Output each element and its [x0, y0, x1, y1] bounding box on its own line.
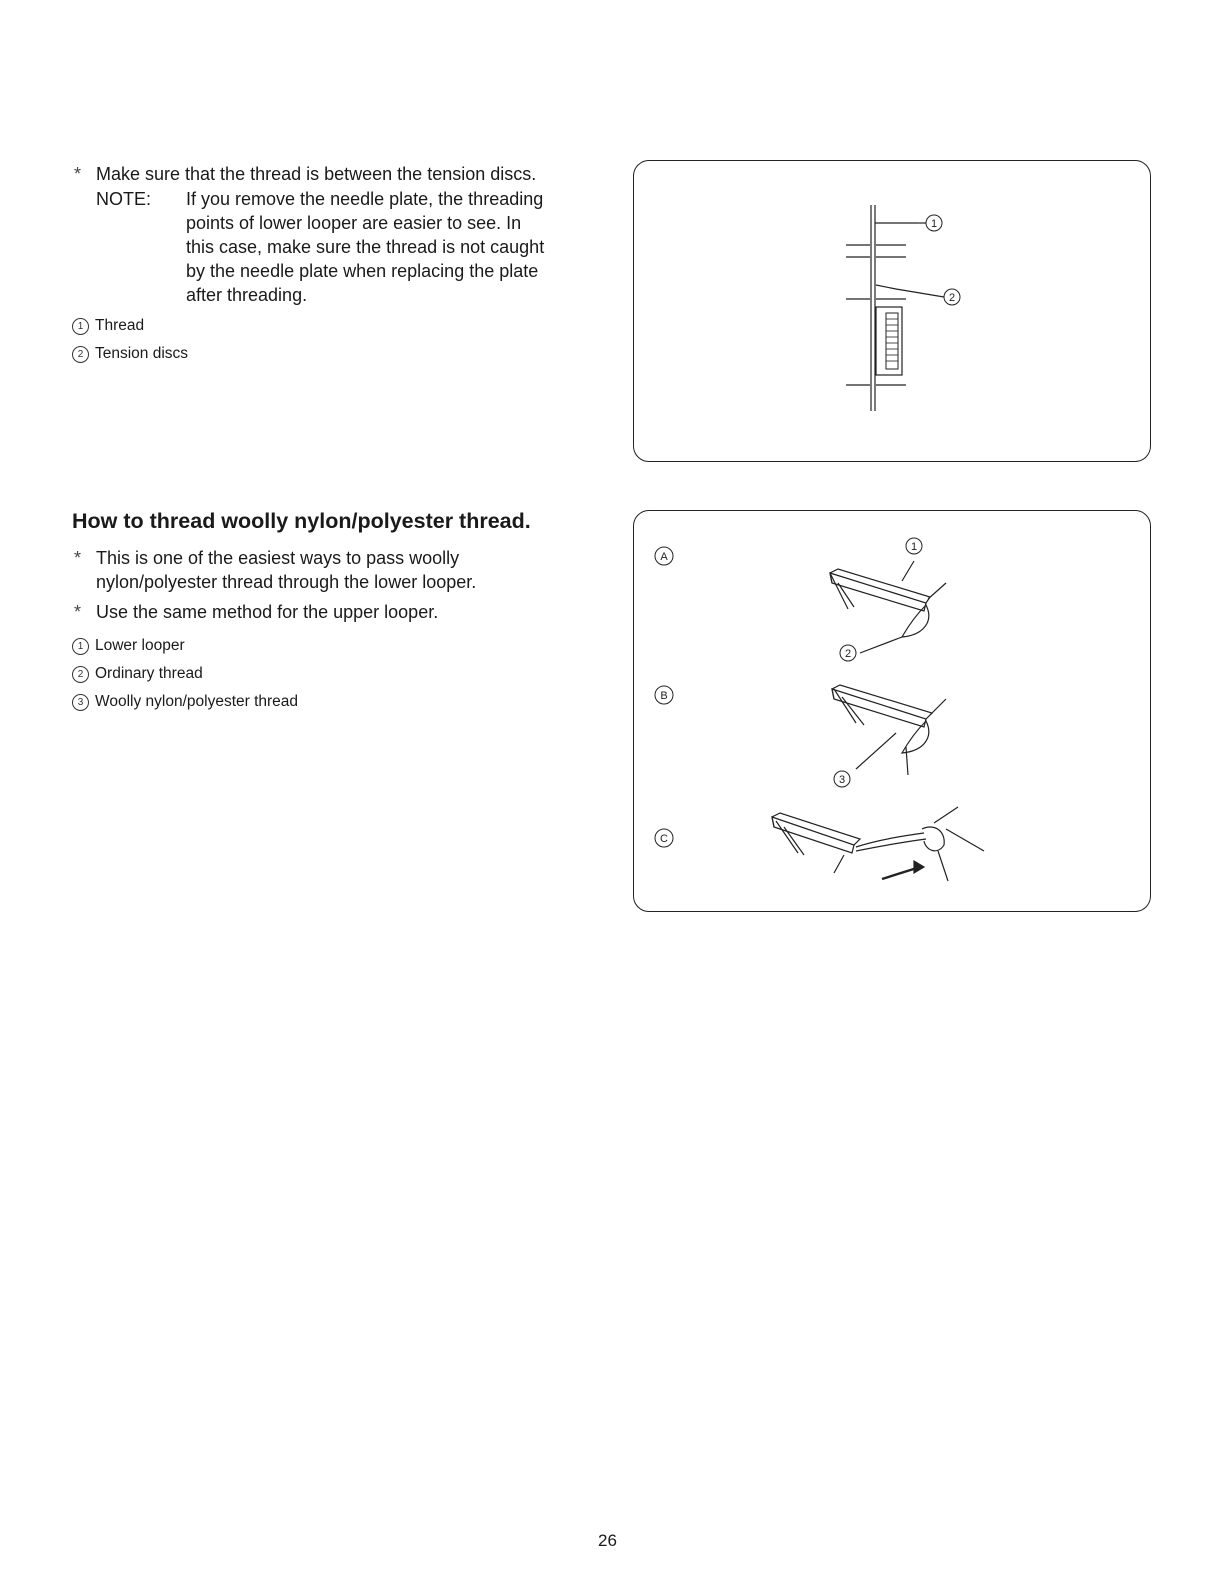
- bullet-text: Use the same method for the upper looper.: [96, 602, 439, 622]
- bullet-text: Make sure that the thread is between the tension discs.: [96, 164, 537, 184]
- callout-1: [906, 538, 922, 554]
- bullet-line: nylon/polyester thread through the lower looper.: [96, 572, 477, 592]
- svg-text:B: B: [660, 690, 668, 702]
- callout-2: [840, 645, 856, 661]
- bullet-item: [74, 600, 614, 624]
- callout-2: [944, 289, 960, 305]
- number-circle-icon: 1: [72, 638, 89, 655]
- step-label-a: [655, 547, 673, 565]
- step-label-c: [655, 829, 673, 847]
- number-circle-icon: 2: [72, 666, 89, 683]
- section-woolly-thread: [74, 546, 614, 716]
- legend-item: [72, 660, 298, 688]
- legend-label: Lower looper: [95, 637, 185, 654]
- legend-label: Thread: [95, 317, 145, 334]
- section-tension-discs: [74, 162, 614, 372]
- legend-label: Woolly nylon/polyester thread: [95, 693, 299, 710]
- looper-step-a-drawing: [830, 561, 946, 653]
- bullet-item: [74, 162, 614, 186]
- svg-text:A: A: [660, 551, 668, 563]
- looper-step-c-drawing: [772, 807, 984, 881]
- legend-label: Tension discs: [95, 345, 189, 362]
- legend-item: [72, 632, 298, 660]
- number-circle-icon: 2: [72, 346, 89, 363]
- asterisk-icon: *: [74, 548, 82, 568]
- bullet-text: [96, 546, 476, 594]
- bullet-line: This is one of the easiest ways to pass woolly: [96, 548, 460, 568]
- svg-text:1: 1: [930, 218, 938, 230]
- legend-label: Ordinary thread: [95, 665, 203, 682]
- asterisk-icon: *: [74, 602, 82, 622]
- svg-text:1: 1: [910, 541, 918, 553]
- svg-text:2: 2: [844, 648, 852, 660]
- svg-text:3: 3: [838, 774, 846, 786]
- note-text: [186, 187, 544, 307]
- svg-text:2: 2: [948, 292, 956, 304]
- step-label-b: [655, 686, 673, 704]
- svg-text:C: C: [660, 833, 668, 845]
- legend-list: [72, 632, 298, 716]
- legend-item: [72, 340, 188, 368]
- note-line: points of lower looper are easier to see. In: [186, 213, 522, 233]
- asterisk-icon: *: [74, 164, 82, 184]
- legend-list: [72, 312, 188, 368]
- callout-3: [834, 771, 850, 787]
- figure-tension-discs: [633, 160, 1151, 462]
- threading-steps-illustration: [634, 511, 1152, 913]
- figure-woolly-threading-steps: [633, 510, 1151, 912]
- note-line: If you remove the needle plate, the threading: [186, 189, 544, 209]
- tension-discs-illustration: [634, 161, 1152, 463]
- callout-1: [926, 215, 942, 231]
- number-circle-icon: 1: [72, 318, 89, 335]
- note-label: NOTE:: [96, 189, 152, 209]
- section-heading: How to thread woolly nylon/polyester thread.: [72, 509, 531, 533]
- legend-item: [72, 312, 188, 340]
- looper-step-b-drawing: [832, 685, 946, 775]
- legend-item: [72, 688, 298, 716]
- bullet-item: [74, 546, 614, 594]
- note-line: after threading.: [186, 285, 308, 305]
- number-circle-icon: 3: [72, 694, 89, 711]
- page-number: 26: [598, 1531, 617, 1550]
- note-line: this case, make sure the thread is not caught: [186, 237, 545, 257]
- note-line: by the needle plate when replacing the plate: [186, 261, 539, 281]
